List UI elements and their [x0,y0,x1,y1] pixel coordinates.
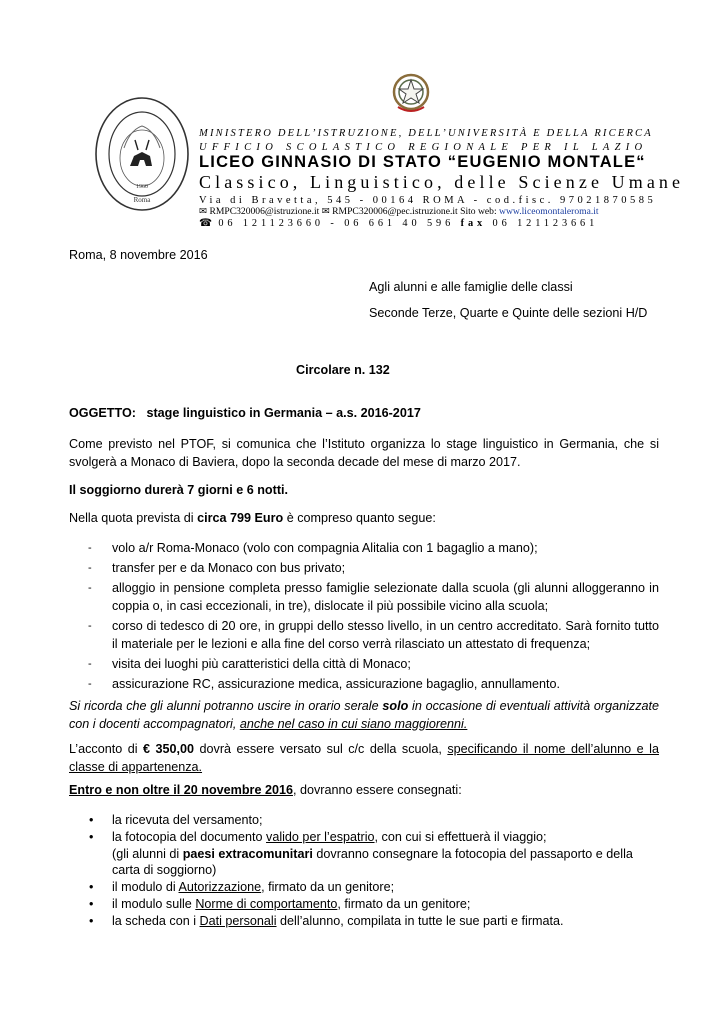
office-line: UFFICIO SCOLASTICO REGIONALE PER IL LAZIO [199,142,648,153]
deadline-after: , dovranno essere consegnati: [292,783,462,797]
phone-numbers: 06 121123660 - 06 661 40 596 [218,218,455,229]
deposit-part-2: dovrà essere versato sul c/c della scuola, [199,742,442,756]
ministry-line: MINISTERO DELL’ISTRUZIONE, DELL’UNIVERSITÀ E DELLA RICERCA [199,128,653,139]
deadline-line [69,783,462,797]
website-link[interactable]: www.liceomontaleroma.it [499,206,599,217]
recipients-line-1: Agli alunni e alle famiglie delle classi [369,280,573,294]
republic-emblem [392,73,430,113]
doc-rules-text: il modulo sulle [112,896,192,911]
deadline-date: Entro e non oltre il 20 novembre 2016 [69,783,293,797]
school-address: Via di Bravetta, 545 - 00164 ROMA - cod.fisc. 97021870585 [199,195,657,206]
site-label: Sito web: [460,206,497,217]
doc-id-text: la fotocopia del documento [112,829,263,844]
list-item [69,896,659,913]
doc-id-valid: valido per l’espatrio [266,829,375,844]
fax-label: fax [460,218,487,229]
doc-authorization-link[interactable]: Autorizzazione [178,880,262,895]
doc-receipt: la ricevuta del versamento; [112,813,263,827]
quota-before: Nella quota prevista di [69,511,194,525]
deposit-amount: € 350,00 [143,742,195,756]
school-name: LICEO GINNASIO DI STATO “EUGENIO MONTALE“ [199,153,646,171]
notice-part-1: Si ricorda che gli alunni potranno uscire in orario serale [69,699,379,713]
quota-after: è compreso quanto segue: [286,511,436,525]
doc-authorization-text-2: , firmato da un genitore; [261,880,395,895]
email-institutional[interactable]: RMPC320006@istruzione.it [209,206,320,217]
doc-id-text-2: , con cui si effettuerà il viaggio; [374,829,547,844]
deposit-paragraph [69,740,659,776]
school-types: Classico, Linguistico, delle Scienze Umane [199,172,685,192]
notice-part-2: in occasione di eventuali attività organizzate con i docenti accompagnatori, [69,699,660,731]
fax-number: 06 121123661 [492,218,599,229]
doc-rules-link[interactable]: Norme di comportamento [195,896,338,911]
subject-line [69,406,421,420]
doc-authorization-text: il modulo di [112,880,176,895]
evening-notice [69,697,659,733]
svg-text:Roma: Roma [133,196,151,204]
email-pec[interactable]: RMPC320006@pec.istruzione.it [332,206,458,217]
list-item: - visita dei luoghi più caratteristici della città di Monaco; [69,655,659,673]
doc-id-note-2: dovranno consegnare la fotocopia del passaporto e della carta di soggiorno) [112,846,633,878]
list-item: - alloggio in pensione completa presso famiglie selezionate dalla scuola (gli alunni alloggeranno in coppia o, in casi eccezionali, in tre), dislocate il più possibile vicino alla scuola; [69,579,659,615]
doc-id-note-bold: paesi extracomunitari [182,846,313,861]
doc-id-note: (gli alunni di [112,846,180,861]
circular-number: Circolare n. 132 [296,363,390,377]
contacts-line [199,206,599,217]
included-list [69,539,659,695]
recipients-line-2: Seconde Terze, Quarte e Quinte delle sezioni H/D [369,306,648,320]
list-item [69,829,659,879]
notice-part-3: anche nel caso in cui siano maggiorenni. [239,717,468,731]
phone-line [199,217,598,229]
list-item: - assicurazione RC, assicurazione medica, assicurazione bagaglio, annullamento. [69,675,659,693]
star-emblem-icon [392,73,430,113]
quota-line [69,511,436,525]
list-item: - transfer per e da Monaco con bus privato; [69,559,659,577]
mail-icon: ✉ [199,206,208,217]
doc-rules-text-2: , firmato da un genitore; [337,896,471,911]
list-item [69,913,659,930]
documents-list [69,812,659,930]
stay-duration: Il soggiorno durerà 7 giorni e 6 notti. [69,483,289,497]
deposit-part-1: L’acconto di [69,742,138,756]
subject-text: stage linguistico in Germania – a.s. 2016-2017 [146,406,421,420]
list-item [69,812,659,829]
mail-icon: ✉ [321,206,330,217]
letter-date: Roma, 8 novembre 2016 [69,248,208,262]
doc-personal-link[interactable]: Dati personali [199,913,277,928]
list-item: - volo a/r Roma-Monaco (volo con compagnia Alitalia con 1 bagaglio a mano); [69,539,659,557]
phone-icon: ☎ [199,218,212,229]
list-item: - corso di tedesco di 20 ore, in gruppi dello stesso livello, in un centro accreditato. Sarà fornito tutto il materiale per le lezioni e alla fine del corso verrà rilasciato un attestato di frequenza; [69,617,659,653]
doc-personal-text-2: dell’alunno, compilata in tutte le sue parti e firmata. [280,913,564,928]
svg-text:1960: 1960 [136,184,148,190]
subject-label: OGGETTO: [69,406,136,420]
deposit-part-3: specificando il nome dell’alunno e la classe di appartenenza. [69,742,659,774]
school-logo [94,96,190,212]
notice-solo: solo [382,699,409,713]
intro-paragraph: Come previsto nel PTOF, si comunica che l’Istituto organizza lo stage linguistico in Germania, che si svolgerà a Monaco di Baviera, dopo la seconda decade del mese di marzo 2017. [69,437,659,469]
list-item [69,879,659,896]
doc-personal-text: la scheda con i [112,913,197,928]
school-seal-icon [94,96,190,212]
quota-price: circa 799 Euro [197,511,284,525]
